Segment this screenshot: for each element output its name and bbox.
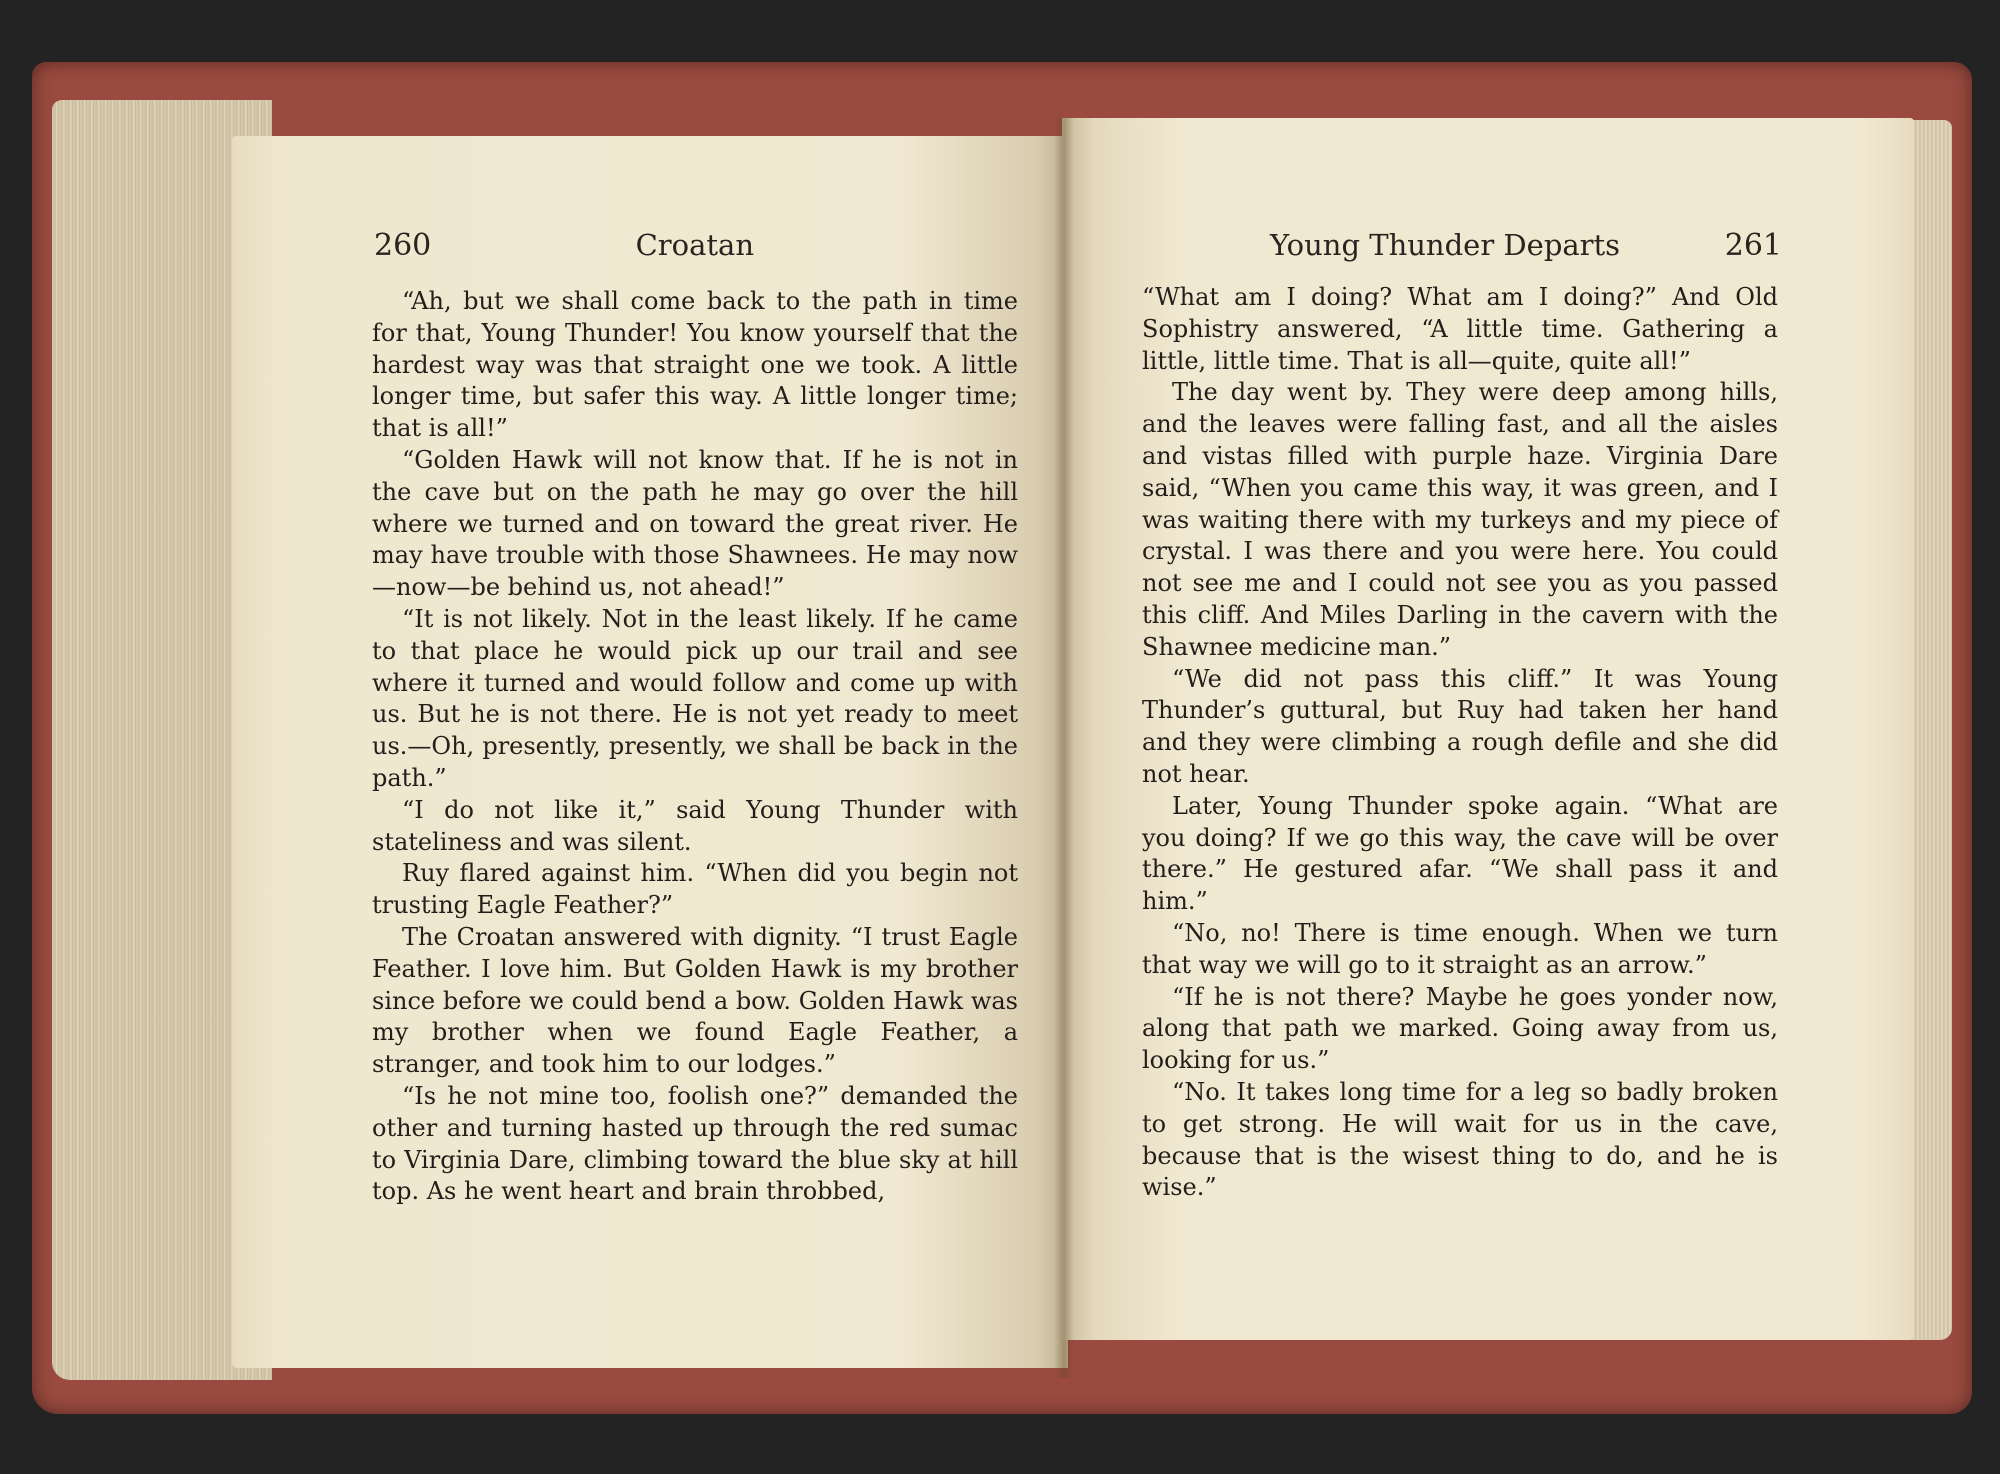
paragraph: “Ah, but we shall come back to the path in time for that, Young Thunder! You know yourself that the hardest way was that straight one we took. A little longer time, but safer this way. A little longer time; that is all!”	[372, 287, 1018, 443]
paragraph: “If he is not there? Maybe he goes yonder now, along that path we marked. Going away from us, looking for us.”	[1142, 982, 1778, 1075]
book-gutter	[1054, 118, 1074, 1378]
right-page-number: 261	[1724, 228, 1782, 263]
paragraph: “No, no! There is time enough. When we turn that way we will go to it straight as an arrow.”	[1142, 918, 1778, 979]
paragraph: “I do not like it,” said Young Thunder with stateliness and was silent.	[372, 795, 1018, 856]
paragraph: “Golden Hawk will not know that. If he is not in the cave but on the path he may go over the hill where we turned and on toward the great river. He may have trouble with those Shawnees. He may now—now—be behind us, not ahead!”	[372, 445, 1018, 602]
paragraph: Later, Young Thunder spoke again. “What are you doing? If we go this way, the cave will be over there.” He gestured afar. “We shall pass it and him.”	[1142, 791, 1778, 916]
left-page-text	[372, 286, 1018, 1208]
left-running-head: Croatan	[635, 228, 754, 262]
paragraph: Ruy flared against him. “When did you begin not trusting Eagle Feather?”	[372, 859, 1018, 920]
paragraph: “No. It takes long time for a leg so badly broken to get strong. He will wait for us in the cave, because that is the wisest thing to do, and he is wise.”	[1142, 1077, 1778, 1202]
left-page-header	[374, 228, 754, 272]
paragraph: “Is he not mine too, foolish one?” demanded the other and turning hasted up through the red sumac to Virginia Dare, climbing toward the blue sky at hill top. As he went heart and brain throbbed,	[372, 1081, 1018, 1206]
left-page-number: 260	[374, 228, 432, 263]
right-page-text	[1142, 282, 1778, 1204]
right-running-head: Young Thunder Departs	[1270, 228, 1621, 262]
paragraph: “What am I doing? What am I doing?” And Old Sophistry answered, “A little time. Gathering a little, little time. That is all—quite, quite all!”	[1142, 283, 1778, 375]
right-page-header	[1270, 228, 1782, 272]
paragraph: The day went by. They were deep among hills, and the leaves were falling fast, and all the aisles and vistas filled with purple haze. Virginia Dare said, “When you came this way, it was green, and I was waiting there with my turkeys and my piece of crystal. I was there and you were here. You could not see me and I could not see you as you passed this cliff. And Miles Darling in the cavern with the Shawnee medicine man.”	[1142, 378, 1778, 661]
paragraph: The Croatan answered with dignity. “I trust Eagle Feather. I love him. But Golden Hawk is my brother since before we could bend a bow. Golden Hawk was my brother when we found Eagle Feather, a stranger, and took him to our lodges.”	[372, 922, 1018, 1079]
paragraph: “We did not pass this cliff.” It was Young Thunder’s guttural, but Ruy had taken her hand and they were climbing a rough defile and she did not hear.	[1142, 664, 1778, 788]
paragraph: “It is not likely. Not in the least likely. If he came to that place he would pick up our trail and see where it turned and would follow and come up with us. But he is not there. He is not yet ready to meet us.—Oh, presently, presently, we shall be back in the path.”	[372, 604, 1018, 792]
